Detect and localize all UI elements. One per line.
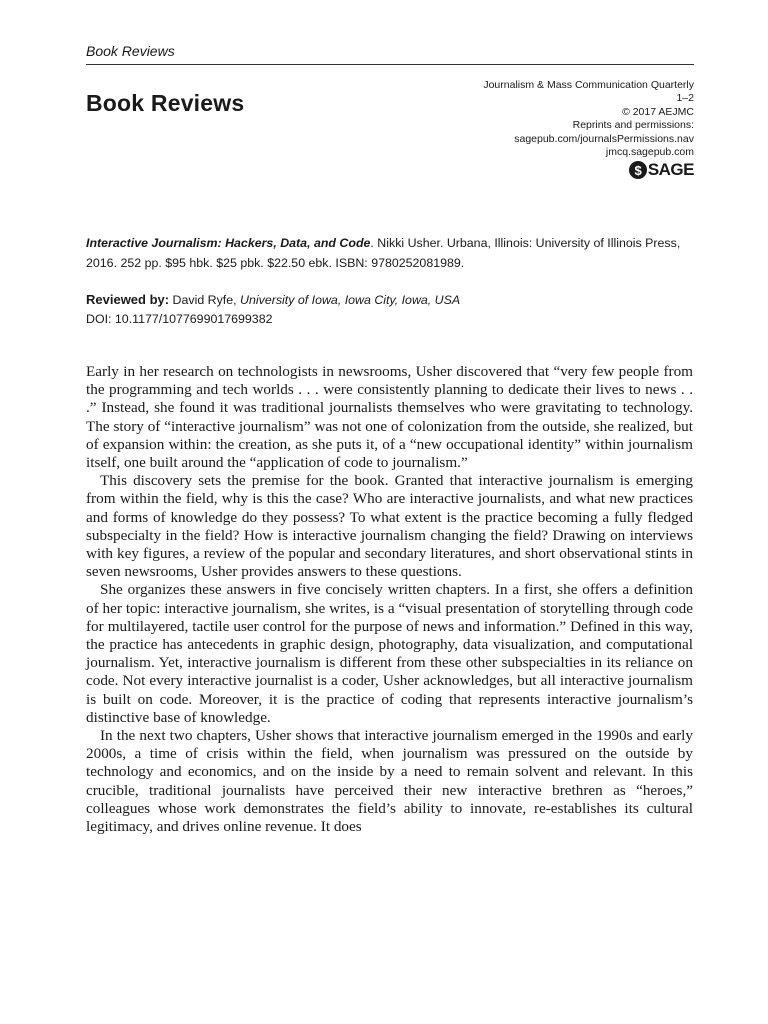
- reviewer-name: David Ryfe,: [169, 293, 241, 307]
- journal-copyright: © 2017 AEJMC: [622, 105, 694, 118]
- reviewed-by-label: Reviewed by:: [86, 292, 170, 307]
- reviewer-block: [86, 290, 696, 329]
- journal-url: jmcq.sagepub.com: [605, 146, 694, 159]
- sage-logo-text: SAGE: [647, 160, 694, 179]
- book-details: . Nikki Usher. Urbana, Illinois: University of Illinois Press, 2016. 252 pp. $95 hbk. $25 pbk. $22.50 ebk. ISBN: 9780252081989.: [86, 236, 681, 270]
- journal-reprints: Reprints and permissions:: [572, 119, 694, 132]
- paragraph-2: This discovery sets the premise for the book. Granted that interactive journalism is emerging from within the field, why is this the case? Who are interactive journalists, and what new practices and forms of knowledge do they possess? To what extent is the practice becoming a fully fledged subspecialty in the field? How is interactive journalism changing the field? Drawing on interviews with key figures, a review of the popular and secondary literatures, and short observational stints in seven newsrooms, Usher provides answers to these questions.: [86, 472, 693, 581]
- sage-logo: [629, 160, 694, 180]
- paragraph-3: She organizes these answers in five concisely written chapters. In a first, she offers a definition of her topic: interactive journalism, she writes, is a “visual presentation of storytelling through code for multilayered, tactile user control for the purpose of news and information.” Defined in this way, the practice has antecedents in graphic design, photography, data visualization, and computational journalism. Yet, interactive journalism is different from these other subspecialties in its reliance on code. Not every interactive journalist is a coder, Usher acknowledges, but all interactive journalism is built on code. Moreover, it is the practice of coding that represents interactive journalism’s distinctive base of knowledge.: [86, 581, 693, 726]
- book-title: Interactive Journalism: Hackers, Data, and Code: [86, 236, 371, 250]
- doi: DOI: 10.1177/1077699017699382: [86, 312, 273, 326]
- paragraph-1: Early in her research on technologists in newsrooms, Usher discovered that “very few people from the programming and tech worlds . . . were consistently planning to dedicate their lives to news . . .” Instead, she found it was traditional journalists themselves who were gravitating to technology. The story of “interactive journalism” was not one of colonization from the outside, she realized, but of expansion within: the creation, as she puts it, of a “new occupational identity” within journalism itself, one built around the “application of code to journalism.”: [86, 363, 693, 472]
- paragraph-4: In the next two chapters, Usher shows that interactive journalism emerged in the 1990s and early 2000s, a time of crisis within the field, when journalism was pressured on the outside by technology and economics, and on the inside by a need to remain solvent and relevant. In this crucible, traditional journalists have perceived their new interactive brethren as “heroes,” colleagues whose work demonstrates the field’s ability to innovate, re-establishes its cultural legitimacy, and drives online revenue. It does: [86, 727, 693, 836]
- review-body: [86, 363, 693, 836]
- journal-pages: 1–2: [676, 92, 694, 105]
- journal-name: Journalism & Mass Communication Quarterly: [483, 79, 694, 91]
- sage-dollar-icon: $: [629, 161, 647, 179]
- permissions-url: sagepub.com/journalsPermissions.nav: [514, 132, 694, 145]
- reviewer-line: [86, 290, 696, 310]
- reviewer-affiliation: University of Iowa, Iowa City, Iowa, USA: [240, 293, 461, 307]
- running-head: Book Reviews: [86, 43, 694, 65]
- book-citation: [86, 233, 696, 273]
- section-title: Book Reviews: [86, 90, 245, 116]
- journal-meta: [483, 79, 694, 159]
